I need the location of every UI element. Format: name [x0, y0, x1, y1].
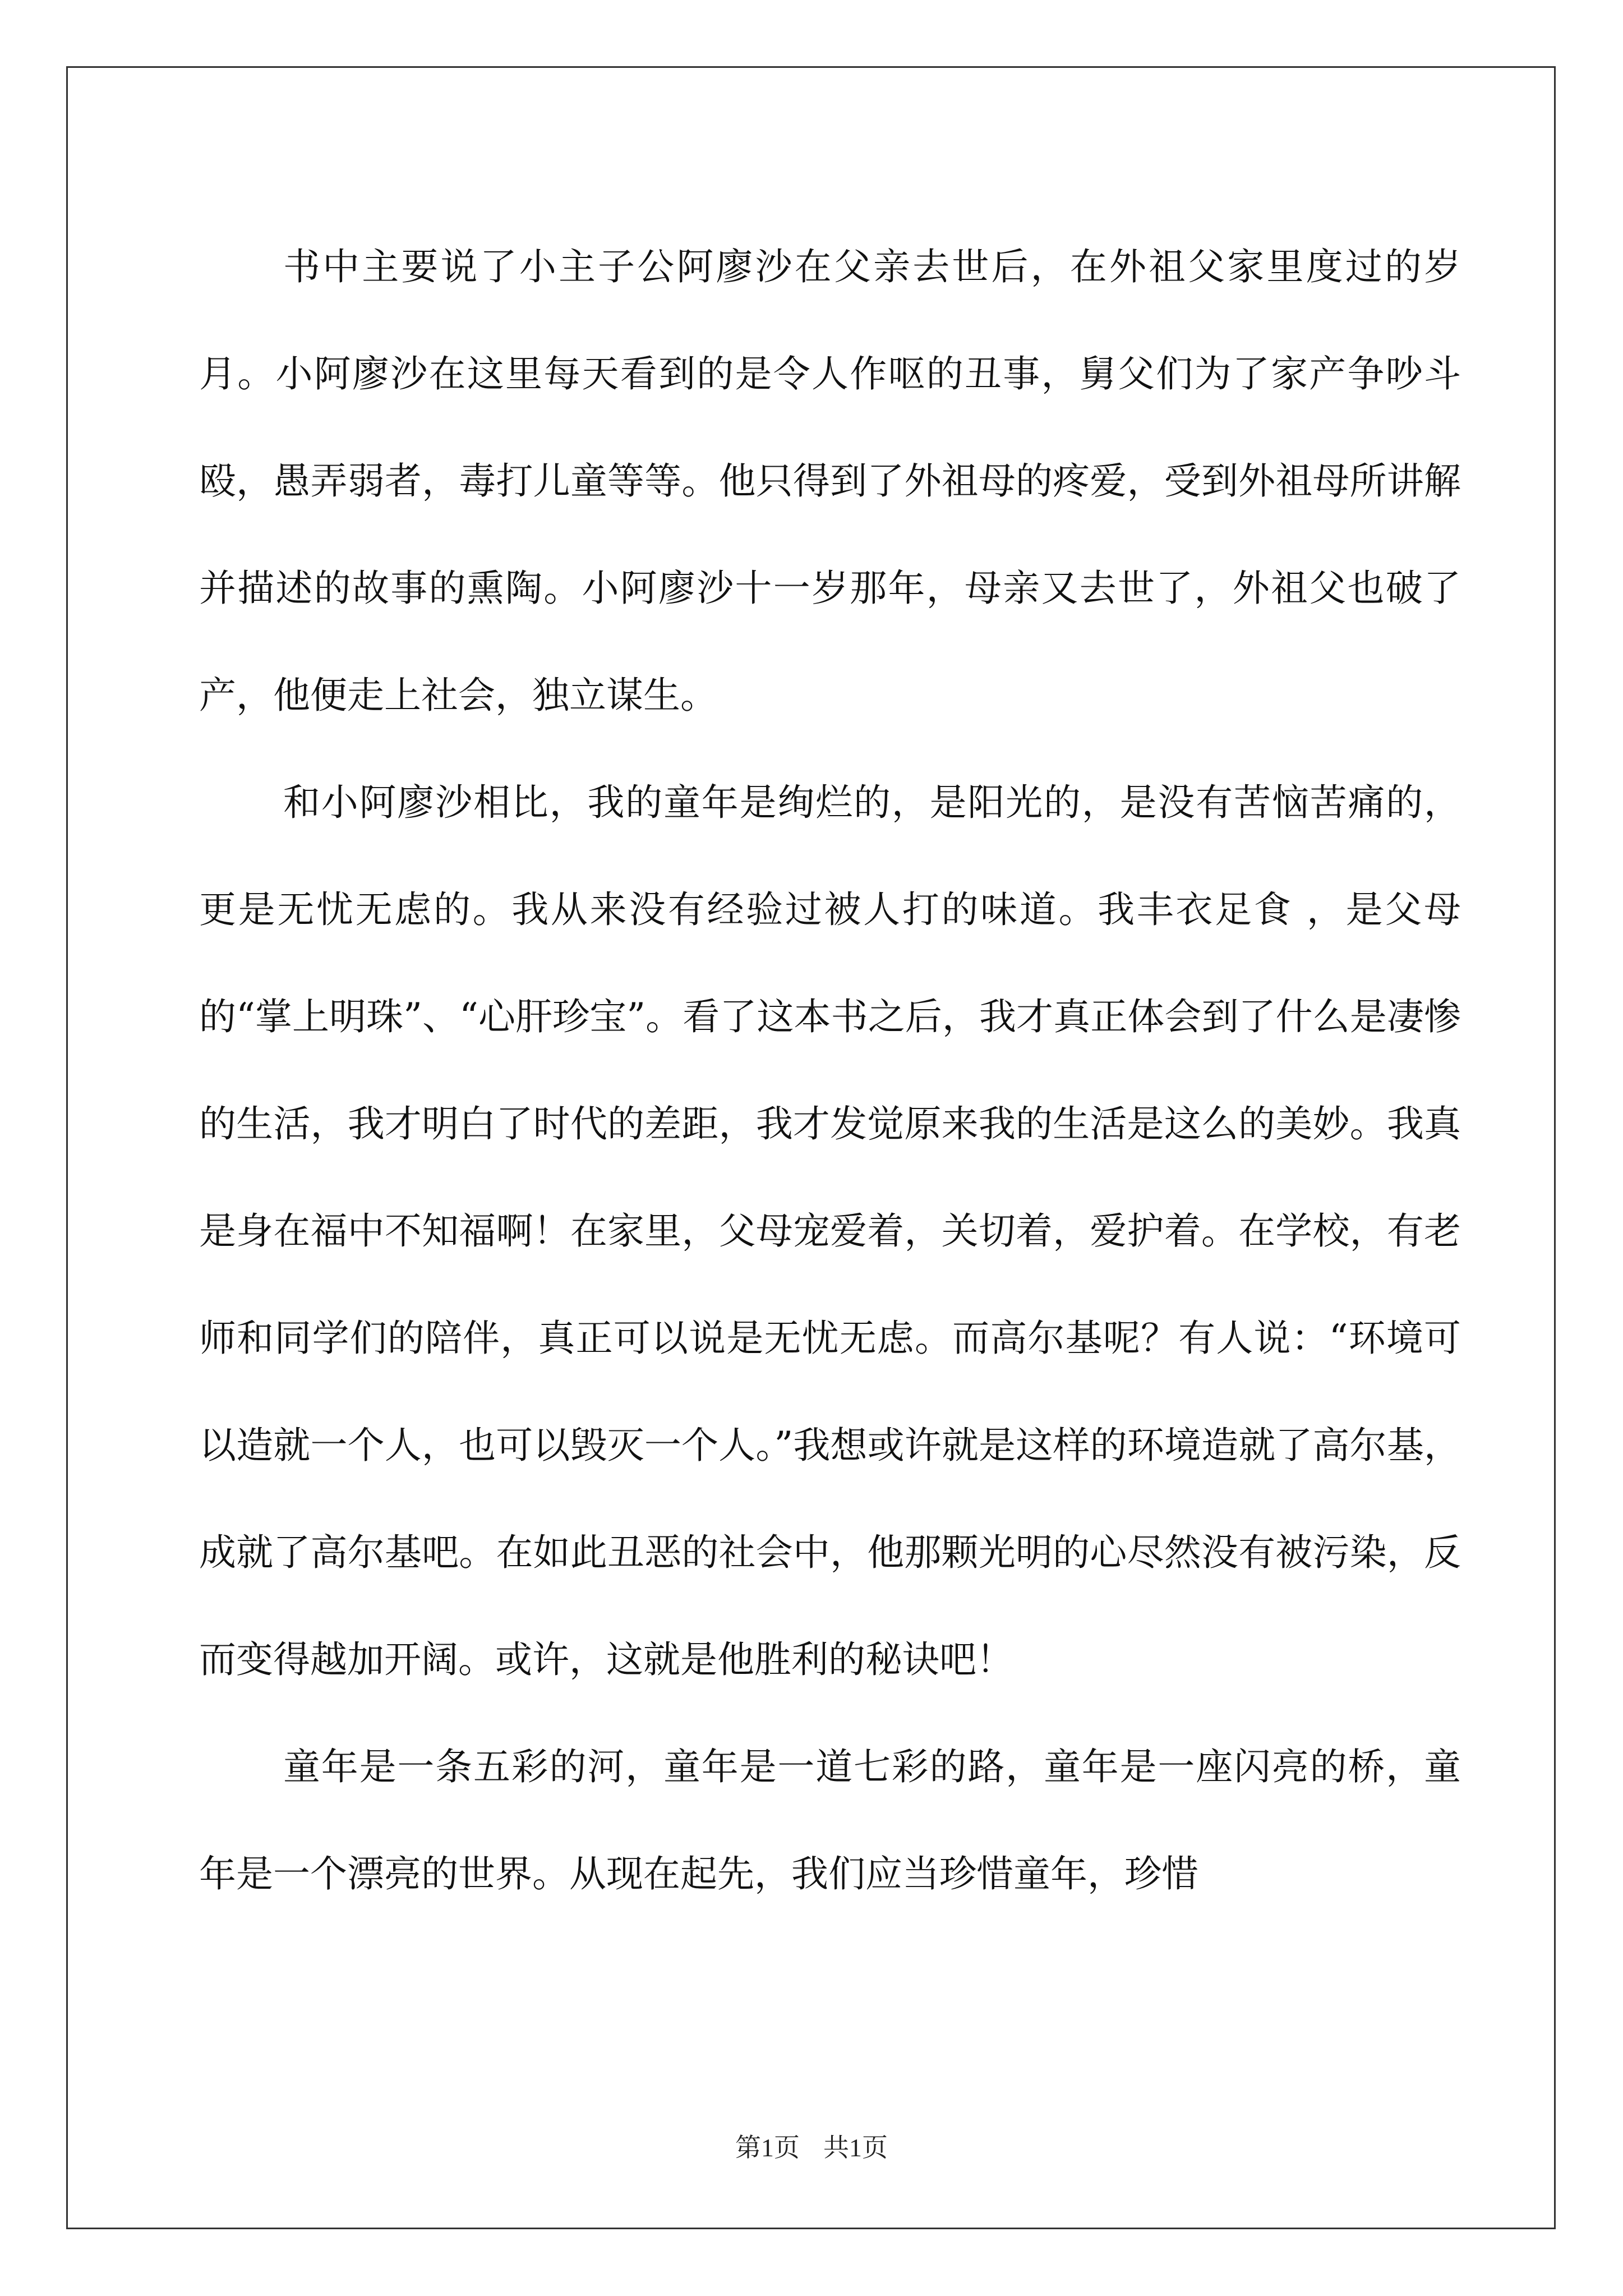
page-number-current: 第1页	[735, 2133, 800, 2162]
paragraph-2: 和小阿廖沙相比，我的童年是绚烂的，是阳光的，是没有苦恼苦痛的，更是无忧无虑的。我从来没有经验过被人打的味道。我丰衣足食 ，是父母的“掌上明珠”、“心肝珍宝”。看了这本书之后，我才真正体会到了什么是凄惨的生活，我才明白了时代的差距，我才发觉原来我的生活是这么的美妙。我真是身在福中不知福啊！在家里，父母宠爱着，关切着，爱护着。在学校，有老师和同学们的陪伴，真正可以说是无忧无虑。而高尔基呢？有人说：“环境可以造就一个人，也可以毁灭一个人。”我想或许就是这样的环境造就了高尔基，成就了高尔基吧。在如此丑恶的社会中，他那颗光明的心尽然没有被污染，反而变得越加开阔。或许，这就是他胜利的秘诀吧！	[199, 781, 1461, 1681]
paragraph-3: 童年是一条五彩的河，童年是一道七彩的路，童年是一座闪亮的桥，童年是一个漂亮的世界。从现在起先，我们应当珍惜童年，珍惜	[199, 1745, 1461, 1895]
document-body	[199, 213, 1461, 1927]
page-footer	[0, 2127, 1623, 2164]
paragraph-1: 书中主要说了小主子公阿廖沙在父亲去世后，在外祖父家里度过的岁月。小阿廖沙在这里每天看到的是令人作呕的丑事，舅父们为了家产争吵斗殴，愚弄弱者，毒打儿童等等。他只得到了外祖母的疼爱，受到外祖母所讲解并描述的故事的熏陶。小阿廖沙十一岁那年，母亲又去世了，外祖父也破了产，他便走上社会，独立谋生。	[199, 245, 1461, 717]
page-number-total: 共1页	[823, 2133, 888, 2162]
